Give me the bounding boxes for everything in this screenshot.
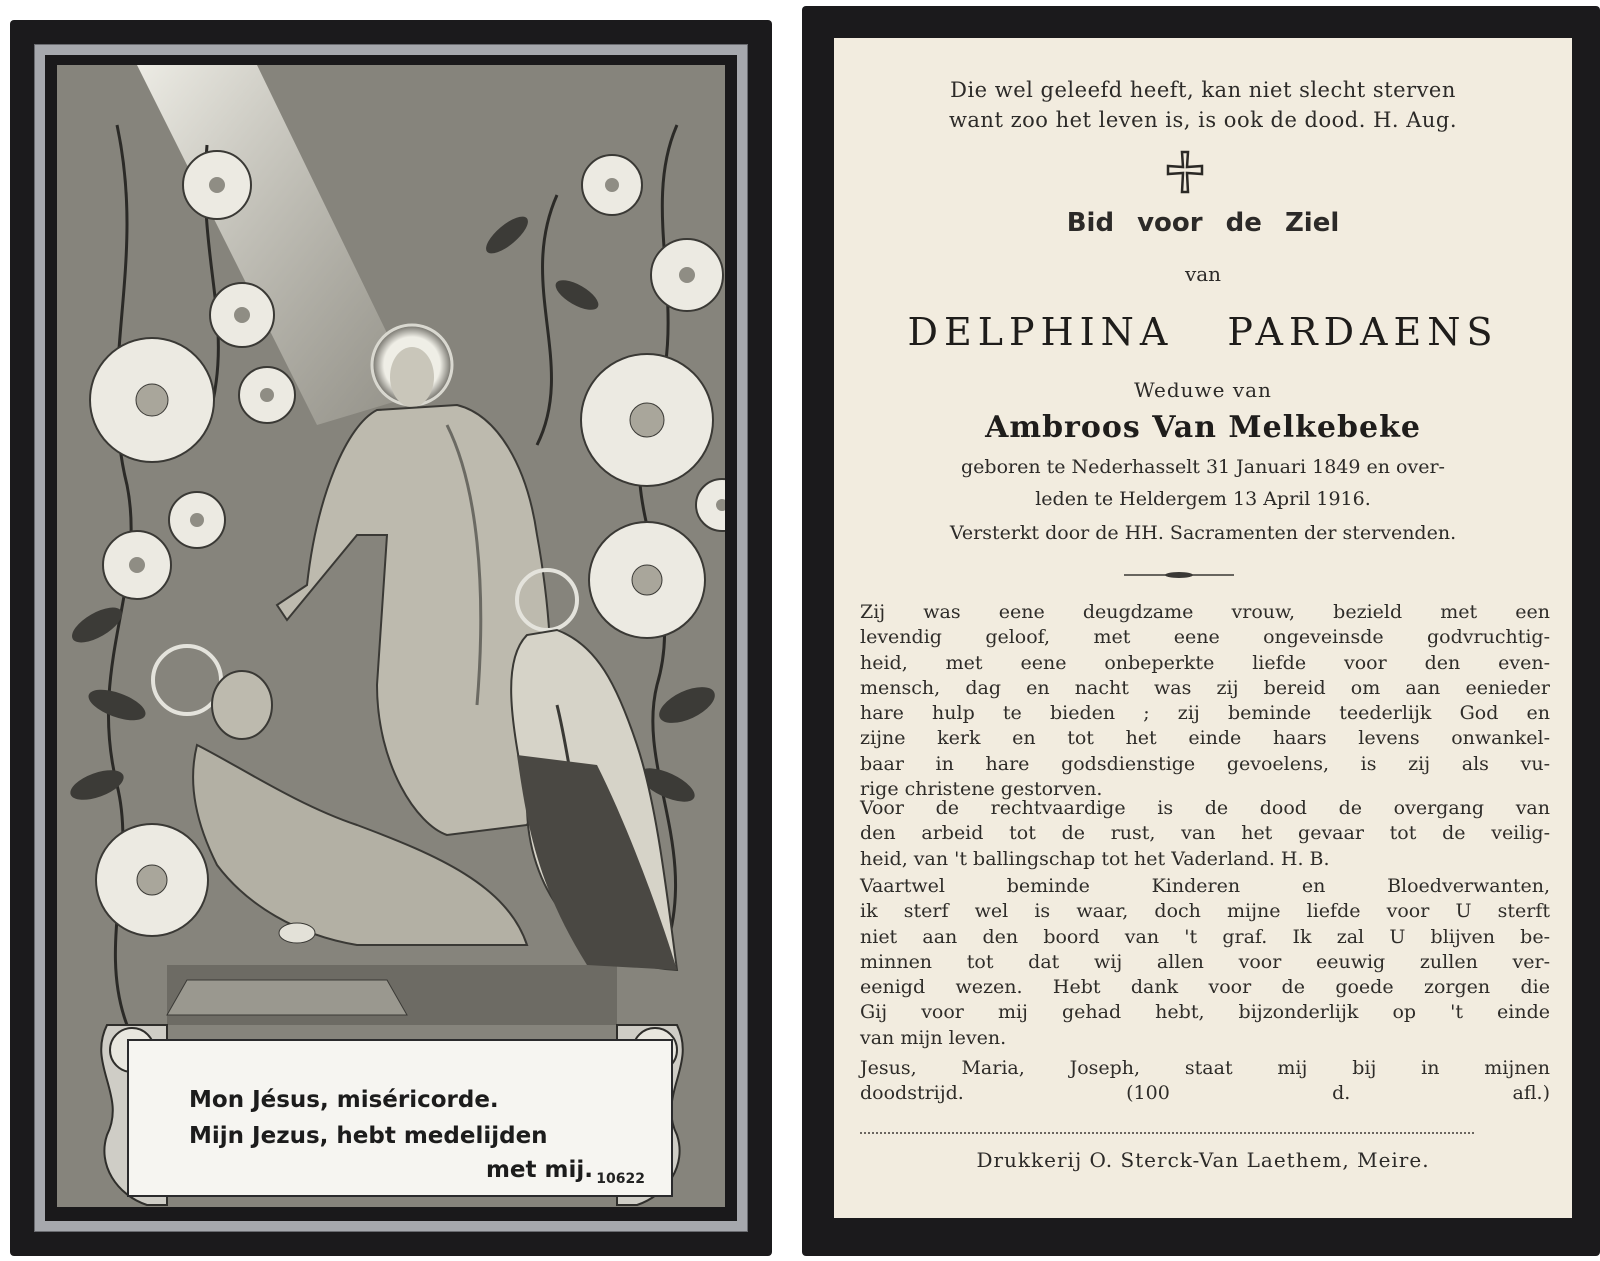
- text-line: doodstrijd. (100 d. afl.): [860, 1082, 1550, 1105]
- illustration-svg: [57, 65, 725, 1207]
- memorial-text-panel: [834, 38, 1572, 1218]
- holy-card-front: [10, 20, 772, 1256]
- text-line: levendig geloof, met eene ongeveinsde godvruchtig-: [860, 626, 1550, 649]
- widow-of-label: Weduwe van: [1134, 378, 1272, 402]
- sacraments-line: Versterkt door de HH. Sacramenten der stervenden.: [949, 522, 1457, 544]
- word-van: van: [1184, 262, 1222, 286]
- text-line: rige christene gestorven.: [860, 778, 1103, 801]
- holy-card-back: [802, 6, 1600, 1256]
- text-line: heid, met eene onbeperkte liefde voor den even-: [860, 651, 1550, 674]
- heading-pray-for-soul: Bid voor de Ziel: [1066, 208, 1340, 238]
- paragraph-farewell: [860, 874, 1550, 1051]
- text-line: eenigd wezen. Hebt dank voor de goede zorgen die: [860, 976, 1550, 999]
- catalog-number: 10622: [596, 1171, 645, 1187]
- text-line: mensch, dag en nacht was zij bereid om aan eenieder: [860, 676, 1550, 699]
- cross-icon: [1165, 150, 1205, 194]
- text-line: Vaartwel beminde Kinderen en Bloedverwanten,: [860, 875, 1550, 897]
- text-line: heid, van 't ballingschap tot het Vaderland. H. B.: [860, 847, 1330, 870]
- text-line: baar in hare godsdienstige gevoelens, is zij als vu-: [860, 752, 1550, 775]
- paragraph-invocation: [860, 1056, 1550, 1107]
- text-line: niet aan den boord van 't graf. Ik zal U blijven be-: [860, 925, 1550, 948]
- paragraph-virtues: [860, 600, 1550, 802]
- printer-credit: Drukkerij O. Sterck-Van Laethem, Meire.: [976, 1148, 1430, 1172]
- text-line: minnen tot dat wij allen voor eeuwig zullen ver-: [860, 950, 1550, 973]
- text-line: ik sterf wel is waar, doch mijne liefde voor U sterft: [860, 900, 1550, 923]
- paragraph-death-passage: [860, 796, 1550, 872]
- prayer-dutch-line2: met mij.: [485, 1157, 593, 1183]
- text-line: Voor de rechtvaardige is de dood de overgang van: [860, 797, 1550, 819]
- text-line: den arbeid tot de rust, van het gevaar tot de veilig-: [860, 822, 1550, 845]
- birth-death-line1: geboren te Nederhasselt 31 Januari 1849 en over-: [961, 456, 1445, 478]
- ornamental-divider: [1124, 570, 1234, 580]
- birth-death-line2: leden te Heldergem 13 April 1916.: [1035, 488, 1371, 510]
- text-line: Zij was eene deugdzame vrouw, bezield met een: [860, 601, 1550, 623]
- text-line: van mijn leven.: [860, 1026, 1007, 1049]
- text-line: hare hulp te bieden ; zij beminde teederlijk God en: [860, 702, 1550, 725]
- deceased-name: DELPHINA PARDAENS: [907, 310, 1499, 354]
- dotted-separator: [860, 1132, 1474, 1134]
- husband-name: Ambroos Van Melkebeke: [985, 410, 1421, 445]
- caption-box: [127, 1039, 673, 1197]
- devotional-illustration: [57, 65, 725, 1207]
- text-line: zijne kerk en tot het einde haars levens onwankel-: [860, 727, 1550, 750]
- epigraph-line2: want zoo het leven is, is ook de dood. H. Aug.: [948, 108, 1458, 132]
- silver-frame: [34, 44, 748, 1232]
- text-line: Gij voor mij gehad hebt, bijzonderlijk op 't einde: [860, 1001, 1550, 1024]
- prayer-french: Mon Jésus, miséricorde.: [189, 1087, 499, 1113]
- text-line: Jesus, Maria, Joseph, staat mij bij in mijnen: [860, 1057, 1550, 1079]
- black-frame: [45, 55, 737, 1221]
- prayer-dutch-line1: Mijn Jezus, hebt medelijden: [189, 1123, 548, 1149]
- epigraph-line1: Die wel geleefd heeft, kan niet slecht sterven: [950, 78, 1456, 102]
